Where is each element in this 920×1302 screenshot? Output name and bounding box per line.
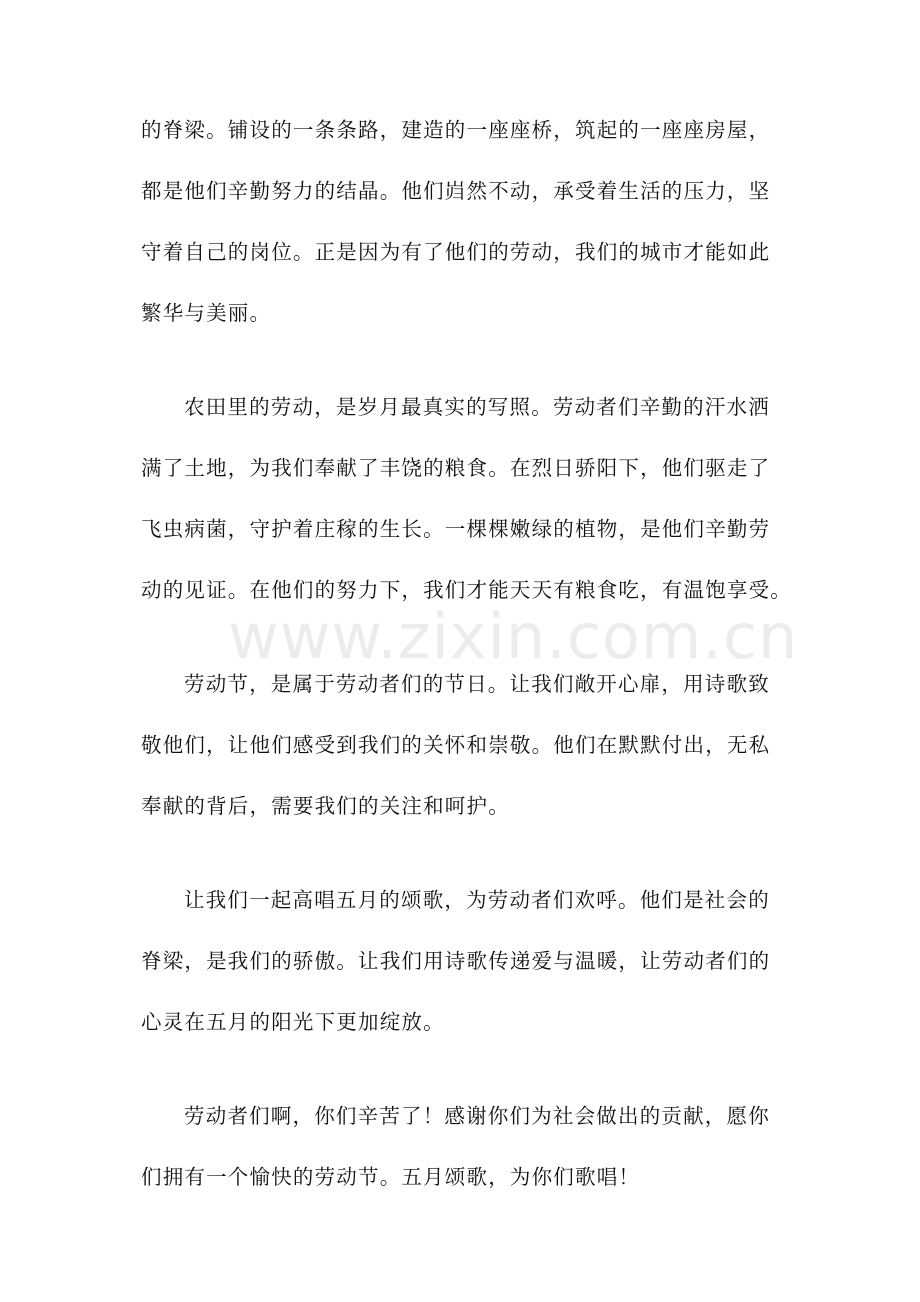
paragraph-3 <box>141 662 781 845</box>
paragraph-4-line-2: 脊梁，是我们的骄傲。让我们用诗歌传递爱与温暖，让劳动者们的 <box>141 949 771 973</box>
paragraph-gap <box>141 845 781 878</box>
paragraph-1 <box>141 108 781 352</box>
paragraph-2-line-4: 动的见证。在他们的努力下，我们才能天天有粮食吃，有温饱享受。 <box>141 578 792 602</box>
paragraph-3-line-2: 敬他们，让他们感受到我们的关怀和崇敬。他们在默默付出，无私 <box>141 733 771 757</box>
paragraph-2-line-3: 飞虫病菌，守护着庄稼的生长。一棵棵嫩绿的植物，是他们辛勤劳 <box>141 517 771 541</box>
paragraph-gap <box>141 629 781 662</box>
article-body <box>141 108 799 1216</box>
paragraph-4-line-3: 心灵在五月的阳光下更加绽放。 <box>141 1010 445 1034</box>
paragraph-5 <box>141 1094 781 1216</box>
paragraph-gap <box>141 1061 781 1094</box>
paragraph-4 <box>141 878 781 1061</box>
paragraph-5-line-1: 劳动者们啊，你们辛苦了！感谢你们为社会做出的贡献，愿你 <box>184 1104 770 1128</box>
paragraph-1-line-4: 繁华与美丽。 <box>141 301 272 325</box>
paragraph-2-line-1: 农田里的劳动，是岁月最真实的写照。劳动者们辛勤的汗水洒 <box>184 395 770 419</box>
paragraph-gap <box>141 352 781 385</box>
paragraph-2-line-2: 满了土地，为我们奉献了丰饶的粮食。在烈日骄阳下，他们驱走了 <box>141 456 771 480</box>
paragraph-1-line-2: 都是他们辛勤努力的结晶。他们岿然不动，承受着生活的压力，坚 <box>141 179 771 203</box>
paragraph-2 <box>141 385 792 629</box>
paragraph-1-line-1: 的脊梁。铺设的一条条路，建造的一座座桥，筑起的一座座房屋， <box>141 118 771 142</box>
paragraph-1-line-3: 守着自己的岗位。正是因为有了他们的劳动，我们的城市才能如此 <box>141 240 771 264</box>
paragraph-4-line-1: 让我们一起高唱五月的颂歌，为劳动者们欢呼。他们是社会的 <box>184 888 770 912</box>
paragraph-5-line-2: 们拥有一个愉快的劳动节。五月颂歌，为你们歌唱！ <box>141 1165 641 1189</box>
paragraph-3-line-1: 劳动节，是属于劳动者们的节日。让我们敞开心扉，用诗歌致 <box>184 672 770 696</box>
watermark: www.zixin.com.cn <box>228 600 799 673</box>
paragraph-3-line-3: 奉献的背后，需要我们的关注和呵护。 <box>141 794 510 818</box>
